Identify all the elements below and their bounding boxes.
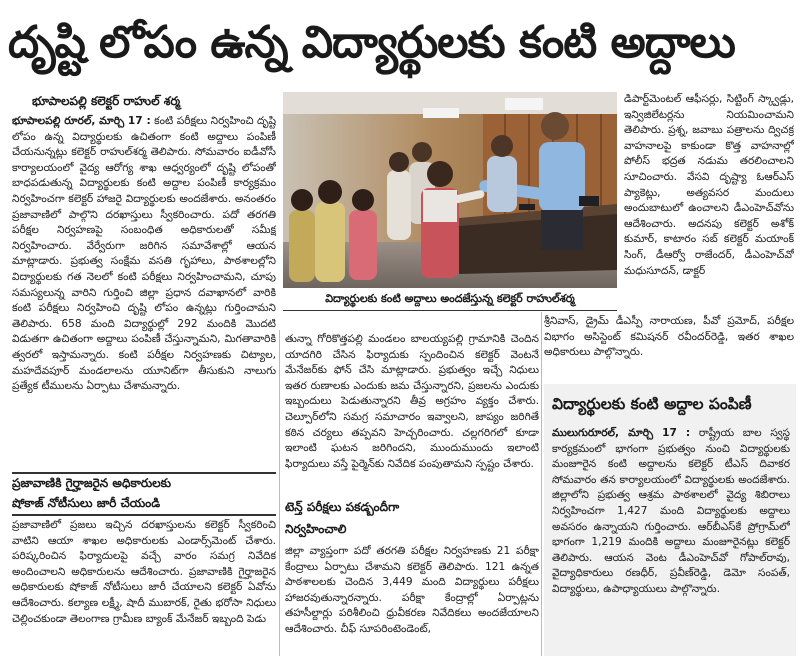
- story-text-part-4: జిల్లా వ్యాప్తంగా పదో తరగతి పరీక్షల నిర్వహణకు 21 పరీక్షా కేంద్రాలు ఏర్పాటు చేశామని కలెక్టర్ తెలిపారు. 121 ఉన్నత పాఠశాలలకు చెందిన 3,449 మంది విద్యార్థులు పరీక్షలు హాజరవుతున్నారన్నారు. పరీక్షా కేంద్రాల్లో ఏర్పాట్లను తహసీల్దార్లు పరిశీలించి ధ్రువీకరణ నివేదికలు అందజేయాలని ఆదేశించారు. చీఫ్ సూపరింటెండెంట్,: [285, 545, 539, 635]
- column-divider-1: [279, 330, 280, 656]
- sidebar-story-body: [552, 426, 790, 650]
- subhead-absentees-line-2: షోకాజ్ నోటీసులు జారీ చేయండి: [12, 496, 161, 510]
- story-dateline: భూపాలపల్లి రూరల్, మార్చి 17 :: [12, 115, 151, 127]
- story-body-column-3: [624, 92, 794, 304]
- byline: భూపాలపల్లి కలెక్టర్ రాహుల్ శర్మ: [32, 94, 181, 108]
- headline: దృష్టి లోపం ఉన్న విద్యార్థులకు కంటి అద్దాలు: [8, 17, 735, 68]
- story-text-part-5: డిపార్ట్‌మెంటల్ ఆఫీసర్లు, సిట్టింగ్ స్క్వాడ్లు, ఇన్విజిలేటర్లను నియమించామని తెలిపారు. ప్రశ్న, జవాబు పత్రాలను ద్విచక్ర వాహనాలపై కాకుండా కొత్త వాహనాల్లో పోలీస్ భద్రత నడుమ తరలించాలని సూచించారు. వేసవి దృష్ట్యా ఓఆర్ఎస్ ప్యాకెట్లు, అత్యవసర మందులు అందుబాటులో ఉంచాలని డీఎంహెచ్‌వోను ఆదేశించారు. అదనపు కలెక్టర్ అశోక్ కుమార్, కాటారం సబ్ కలెక్టర్ మయాంక్ సింగ్, డీఆర్వో రాజేందర్, డీఎంహెచ్‌వో మధుసూదన్, డాక్టర్: [624, 93, 794, 277]
- story-text-part-6: శ్రీనివాస్, డ్రైమ్ డీఎస్పీ నారాయణ, పీవో ప్రమోద్, పరీక్షల విభాగం అసిస్టెంట్ కమిషనర్ రవీందర్‌రెడ్డి, ఇతర శాఖల అధికారులు పాల్గొన్నారు.: [544, 315, 794, 359]
- story-text-part-3: తున్నా గోరికొత్తపల్లి మండలం బాలయ్యపల్లి గ్రామానికి చెందిన యాదగిరి చేసిన ఫిర్యాదుకు స్పందించిన కలెక్టర్ వెంటనే మేనేజర్‌కు ఫోన్ చేసి మాట్లాడారు. ప్రభుత్వం ఇచ్చే నిధులు ఇతర రుణాలకు ఎందుకు జమ చేస్తున్నారని, ప్రజలను ఎందుకు ఇబ్బందులు పెడుతున్నారని తీవ్ర అగ్రహం వ్యక్తం చేశారు. చెల్పూర్‌లోని సమగ్ర సమాచారం ఇవ్వాలని, జాప్యం జరిగితే కఠిన చర్యలు తప్పవని హెచ్చరించారు. చల్లగరిగలో కూడా ఇలాంటి ఘటన జరిగిందని, ముందుముందు ఇలాంటి ఫిర్యాదులు వస్తే పైర్మెన్‌కు నివేదిక పంపుతామని స్పష్టం చేశారు.: [285, 333, 539, 470]
- caption-rule: [283, 310, 617, 311]
- sidebar-story-text: రాష్ట్రీయ బాల స్వస్థ కార్యక్రమంలో భాగంగా ప్రభుత్వం నుంచి విద్యార్థులకు మంజూరైన కంటి అద్దాలను కలెక్టర్ టీఎస్ దివాకర సోమవారం తన కార్యాలయంలో విద్యార్థులకు అందజేశారు. జిల్లాలోని ప్రభుత్వ ఆశ్రమ పాఠశాలలో వైద్య శిబిరాలు నిర్వహించగా 1,427 మంది విద్యార్థులకు అద్దాలు అవసరం ఉన్నాయని గుర్తించారు. ఆర్‌బీఎస్‌కే ప్రోగ్రామ్‌లో భాగంగా 1,219 మందికి అద్దాలు మంజూరైనట్లు కలెక్టర్ తెలిపారు. ఆయన వెంట డీఎంహెచ్‌వో గోపాల్‌రావు, వైద్యాధికారులు రణధీర్, ప్రవీణ్‌రెడ్డి, డెమో సంపత్, విద్యార్థులు, ఉపాధ్యాయులు పాల్గొన్నారు.: [552, 427, 790, 595]
- collector-distributing-spectacles-photo: [283, 92, 617, 288]
- subhead-absentees-line-1: ప్రజావాణికి గైర్హాజరైన అధికారులకు: [12, 476, 172, 490]
- story-text-part-2: ప్రజావాణిలో ప్రజలు ఇచ్చిన దరఖాస్తులను కలెక్టర్ స్వీకరించి వాటిని ఆయా శాఖల అధికారులకు ఎండార్స్‌మెంట్ చేశారు. పరిష్కరించిన ఫిర్యాదులపై వచ్చే వారం సమగ్ర నివేదిక అందించాలని అధికారులను ఆదేశించారు. ప్రజావాణికి గైర్హాజరైన అధికారులకు షోకాజ్ నోటీసులు జారీ చేయాలని కలెక్టర్ ఏవోను ఆదేశించారు. కల్యాణ లక్ష్మీ, షాదీ ముబారక్, రైతు భరోసా నిధులు చెల్లించకుండా తెలంగాణ గ్రామీణ బ్యాంక్ మేనేజర్ ఇబ్బంది పెడు: [12, 519, 276, 625]
- subhead-rule-bottom: [12, 514, 276, 516]
- story-body-column-2: [285, 332, 539, 492]
- story-text-part-1: కంటి పరీక్షలు నిర్వహించి దృష్టి లోపం ఉన్న విద్యార్థులకు ఉచితంగా కంటి అద్దాలు పంపిణీ చేయనున్నట్లు కలెక్టర్ రాహుల్‌శర్మ తెలిపారు. సోమవారం ఐడీవోసీ కార్యాలయంలో వైద్య ఆరోగ్య శాఖ ఆధ్వర్యంలో దృష్టి లోపంతో బాధపడుతున్న విద్యార్థులకు కంటి అద్దాల పంపిణీ కార్యక్రమం నిర్వహించగా కలెక్టర్ హాజరై విద్యార్థులకు అందజేశారు. అనంతరం ప్రజావాణిలో పాల్గొని దరఖాస్తులు స్వీకరించారు. పదో తరగతి పరీక్షల నిర్వహణపై సంబంధిత అధికారులతో సమీక్ష నిర్వహించారు. వేర్వేరుగా జరిగిన సమావేశాల్లో ఆయన మాట్లాడారు. ప్రభుత్వ సంక్షేమ వసతి గృహాలు, పాఠశాలల్లోని విద్యార్థులకు గత నెలలో కంటి పరీక్షలు నిర్వహించామని, చూపు సమస్యలున్న వారిని గుర్తించి జిల్లా ప్రధాన దవాఖానలో వారికి కంటి పరీక్షలు నిర్వహించి దృష్టి లోపం ఉన్నట్లు గుర్తించామని తెలిపారు. 658 మంది విద్యార్థుల్లో 292 మందికి మొదటి విడుతగా ఉచితంగా అద్దాలు పంపిణీ చేస్తున్నామని, మిగతావారికి త్వరలో ఇస్తామన్నారు. కంటి పరీక్షల నిర్వహణకు చిట్యాల, మహదేవపూర్ మండలాలను యూనిట్‌గా తీసుకుని నాలుగు ప్రత్యేక టీములను ఏర్పాటు చేశామన్నారు.: [12, 115, 276, 393]
- news-photo: [283, 92, 617, 288]
- story-body-closing-lines: [544, 314, 794, 362]
- story-body-column-2-continued: [285, 544, 539, 656]
- photo-caption: విద్యార్థులకు కంటి అద్దాలు అందజేస్తున్న కలెక్టర్ రాహుల్‌శర్మ: [325, 292, 575, 305]
- story-body-column-1: [12, 114, 276, 470]
- column-divider-2: [541, 312, 542, 656]
- sidebar-story: [544, 384, 796, 656]
- sidebar-story-dateline: ములుగురూరల్, మార్చి 17 :: [552, 427, 691, 439]
- subhead-tenth-exams-line-2: నిర్వహించాలి: [285, 522, 347, 536]
- subhead-tenth-exams-line-1: టెన్త్ పరీక్షలు పకడ్బందీగా: [285, 500, 400, 514]
- story-body-column-1-continued: [12, 518, 276, 656]
- sidebar-story-title: విద్యార్థులకు కంటి అద్దాల పంపిణీ: [552, 395, 752, 413]
